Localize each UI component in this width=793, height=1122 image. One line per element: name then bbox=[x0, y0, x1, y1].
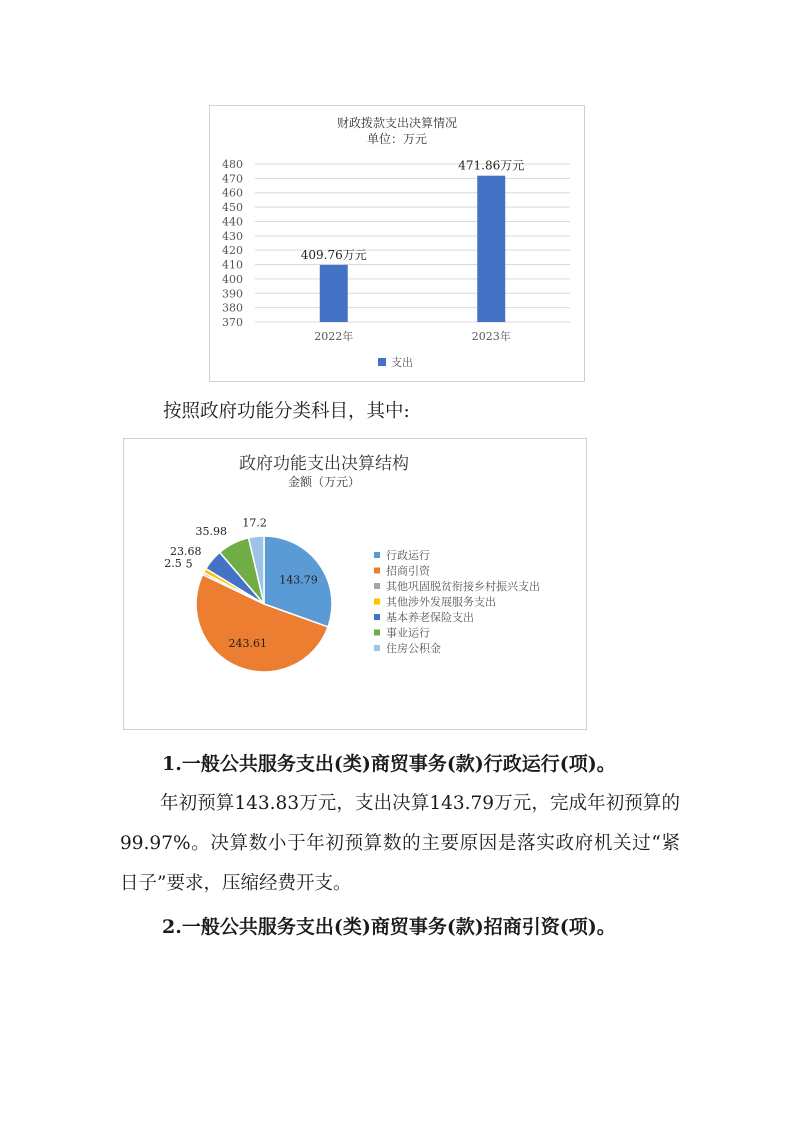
bar bbox=[477, 176, 505, 322]
pie-data-label: 243.61 bbox=[228, 636, 267, 650]
legend-label: 事业运行 bbox=[386, 626, 430, 640]
legend-swatch bbox=[374, 568, 380, 574]
paragraph-1: 年初预算143.83万元，支出决算143.79万元，完成年初预算的99.97%。决算数小于年初预算数的主要原因是落实政府机关过“紧日子”要求，压缩经费开支。 bbox=[120, 793, 680, 894]
bar-chart-title: 财政拨款支出决算情况 bbox=[336, 116, 458, 130]
x-tick-label: 2023年 bbox=[471, 330, 511, 343]
bar-legend bbox=[378, 355, 413, 369]
legend-swatch bbox=[374, 583, 380, 589]
legend-label: 其他涉外发展服务支出 bbox=[386, 595, 496, 609]
bar-chart-frame bbox=[209, 105, 585, 382]
y-tick-label: 380 bbox=[222, 301, 243, 315]
y-tick-label: 450 bbox=[222, 201, 243, 215]
x-tick-label: 2022年 bbox=[314, 330, 354, 343]
y-tick-label: 470 bbox=[222, 172, 243, 186]
pie-chart-subtitle: 金额（万元） bbox=[287, 475, 361, 489]
bar bbox=[320, 265, 348, 322]
bar-data-label: 471.86万元 bbox=[458, 158, 525, 173]
legend-swatch bbox=[374, 645, 380, 651]
pie-data-label: 23.68 bbox=[170, 544, 202, 558]
y-tick-label: 480 bbox=[222, 158, 243, 171]
y-tick-label: 430 bbox=[222, 229, 243, 243]
legend-swatch bbox=[378, 358, 386, 366]
bar-chart-subtitle: 单位：万元 bbox=[366, 132, 428, 146]
legend-label: 招商引资 bbox=[386, 564, 430, 578]
bar-chart bbox=[210, 106, 584, 381]
intro-text: 按照政府功能分类科目，其中: bbox=[163, 401, 410, 422]
legend-swatch bbox=[374, 552, 380, 558]
legend-label: 支出 bbox=[391, 356, 413, 369]
section-heading-1: 1.一般公共服务支出(类)商贸事务(款)行政运行(项)。 bbox=[162, 753, 616, 775]
pie-data-label: 5 bbox=[185, 557, 193, 571]
section-heading-2: 2.一般公共服务支出(类)商贸事务(款)招商引资(项)。 bbox=[162, 916, 616, 938]
legend-label: 其他巩固脱贫衔接乡村振兴支出 bbox=[386, 580, 540, 593]
pie-chart bbox=[124, 439, 586, 729]
y-tick-label: 370 bbox=[222, 316, 243, 329]
y-tick-label: 460 bbox=[222, 186, 243, 200]
bar-data-label: 409.76万元 bbox=[300, 247, 367, 262]
legend-swatch bbox=[374, 630, 380, 636]
y-tick-label: 400 bbox=[222, 272, 243, 286]
y-tick-label: 420 bbox=[222, 244, 243, 258]
pie-data-label: 35.98 bbox=[195, 524, 227, 538]
pie-chart-title: 政府功能支出决算结构 bbox=[239, 454, 409, 474]
pie-data-label: 17.2 bbox=[242, 516, 267, 530]
legend-label: 行政运行 bbox=[386, 549, 430, 562]
pie-data-label: 143.79 bbox=[279, 573, 318, 587]
pie-data-label: 2.5 bbox=[164, 556, 182, 570]
y-tick-label: 390 bbox=[222, 287, 243, 301]
y-tick-label: 410 bbox=[222, 258, 243, 272]
pie-chart-frame bbox=[123, 438, 587, 730]
legend-label: 住房公积金 bbox=[386, 642, 441, 655]
legend-swatch bbox=[374, 599, 380, 605]
legend-label: 基本养老保险支出 bbox=[386, 611, 474, 624]
legend-swatch bbox=[374, 614, 380, 620]
y-tick-label: 440 bbox=[222, 215, 243, 229]
